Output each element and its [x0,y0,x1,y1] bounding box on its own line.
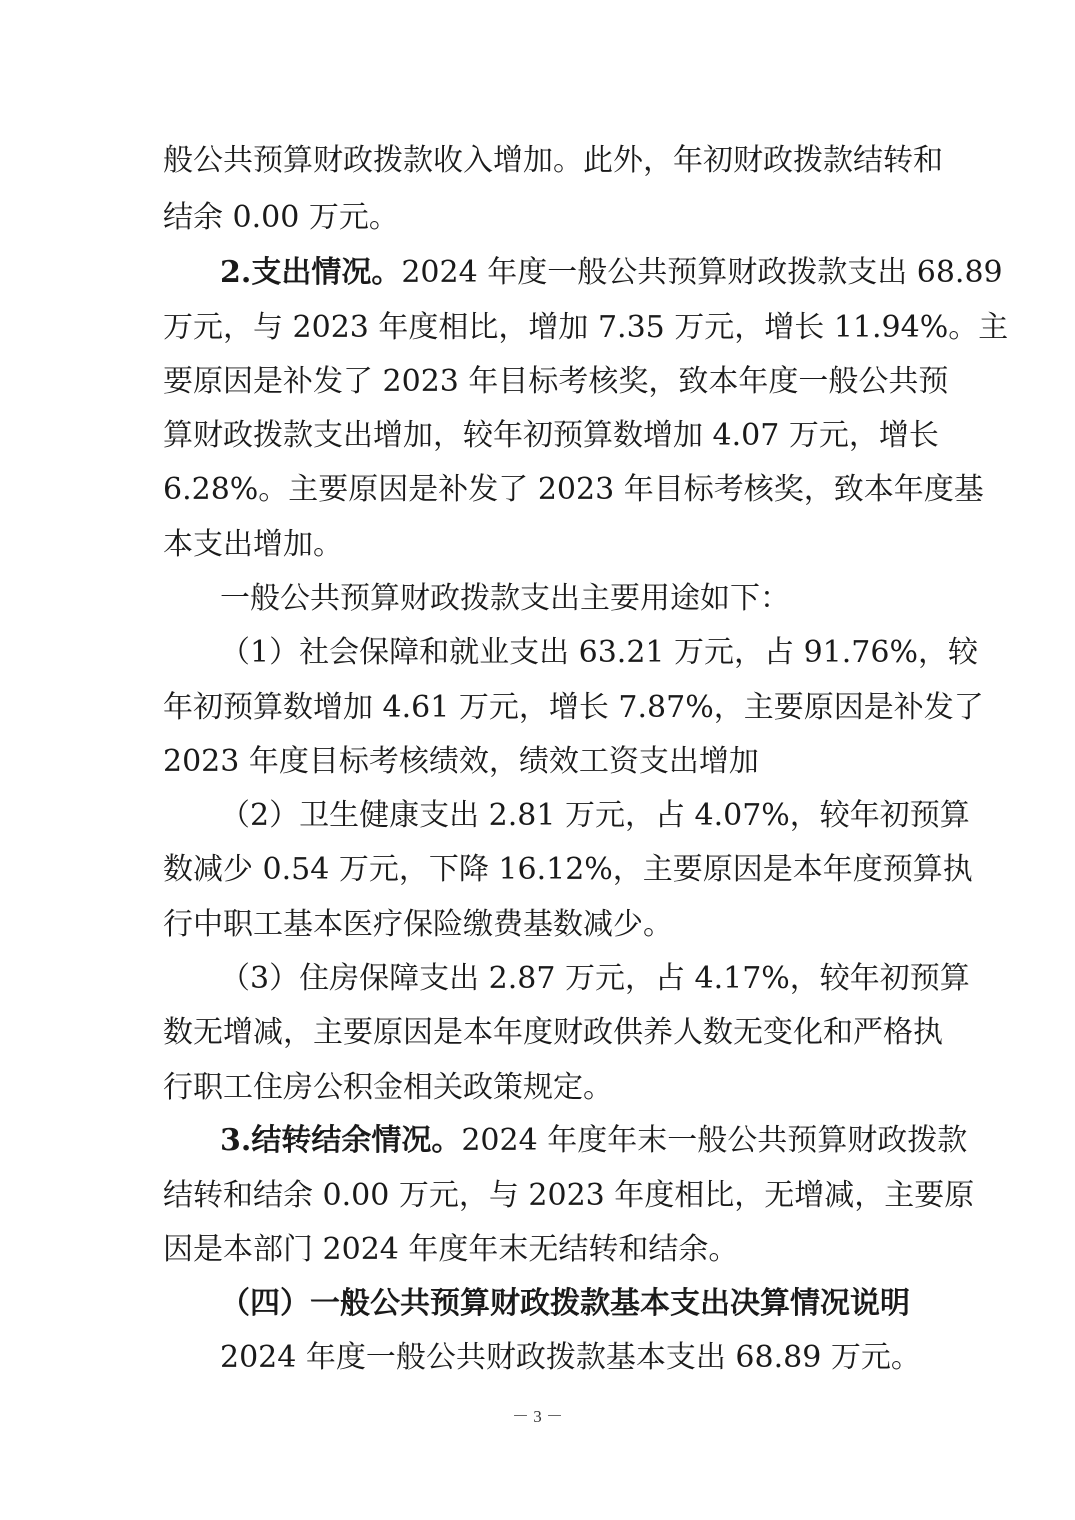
paragraph-line: 算财政拨款支出增加，较年初预算数增加 4.07 万元，增长 [163,418,939,453]
section-heading: 3.结转结余情况。 [220,1123,462,1158]
paragraph-line: 2023 年度目标考核绩效，绩效工资支出增加 [163,744,759,779]
paragraph-line: 万元，与 2023 年度相比，增加 7.35 万元，增长 11.94%。主 [163,310,1009,345]
paragraph-line: 一般公共预算财政拨款支出主要用途如下： [220,581,790,616]
paragraph-line: （2）卫生健康支出 2.81 万元，占 4.07%，较年初预算 [220,798,970,833]
paragraph-line: 结转和结余 0.00 万元，与 2023 年度相比，无增减，主要原 [163,1178,975,1213]
paragraph-line: 6.28%。主要原因是补发了 2023 年目标考核奖，致本年度基 [163,472,984,507]
page-number: － 3 － [512,1407,563,1426]
paragraph-line: 行中职工基本医疗保险缴费基数减少。 [163,907,673,942]
paragraph-line: 因是本部门 2024 年度年末无结转和结余。 [163,1232,739,1267]
paragraph-line: 2024 年度一般公共财政拨款基本支出 68.89 万元。 [220,1340,921,1375]
paragraph-text: 2024 年度年末一般公共预算财政拨款 [461,1123,968,1158]
paragraph-line: 数减少 0.54 万元，下降 16.12%，主要原因是本年度预算执 [163,852,973,887]
paragraph-line [220,246,1003,300]
paragraph-line: （1）社会保障和就业支出 63.21 万元，占 91.76%，较 [220,635,978,670]
section-four-heading: （四）一般公共预算财政拨款基本支出决算情况说明 [220,1286,910,1321]
paragraph-line: 本支出增加。 [163,527,343,562]
paragraph-line: 数无增减，主要原因是本年度财政供养人数无变化和严格执 [163,1015,943,1050]
paragraph-line [220,1114,968,1168]
paragraph-text: 2024 年度一般公共预算财政拨款支出 68.89 [401,255,1003,290]
paragraph-line: 行职工住房公积金相关政策规定。 [163,1070,613,1105]
paragraph-line: （3）住房保障支出 2.87 万元，占 4.17%，较年初预算 [220,961,970,996]
paragraph-line: 要原因是补发了 2023 年目标考核奖，致本年度一般公共预 [163,364,949,399]
paragraph-line: 年初预算数增加 4.61 万元，增长 7.87%，主要原因是补发了 [163,690,984,725]
paragraph-line: 结余 0.00 万元。 [163,200,399,235]
section-heading: 2.支出情况。 [220,255,402,290]
paragraph-line: 般公共预算财政拨款收入增加。此外，年初财政拨款结转和 [163,143,943,178]
